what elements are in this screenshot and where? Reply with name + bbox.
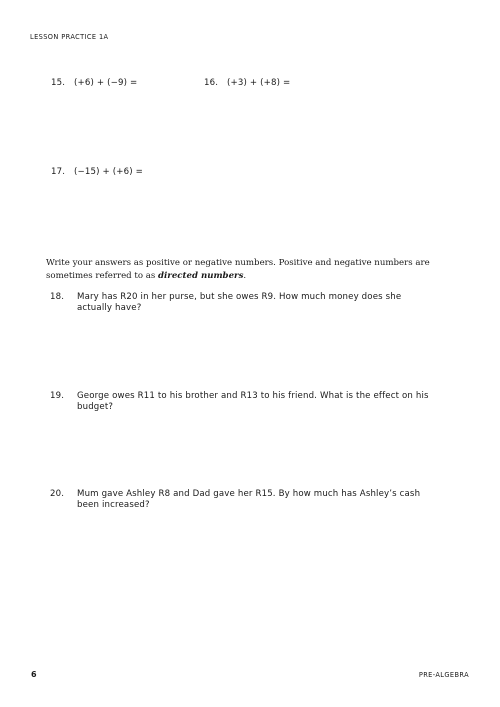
question-number: 18. [50,292,65,302]
question-20 [50,489,430,511]
problem-expression: (+3) + (+8) = [227,78,291,88]
question-text: Mum gave Ashley R8 and Dad gave her R15. By how much has Ashley’s cash been increased? [77,489,421,510]
question-19 [50,391,430,413]
problem-number: 15. [51,78,66,88]
instructions-end: . [243,270,247,281]
question-text: George owes R11 to his brother and R13 to his friend. What is the effect on his budget? [77,391,429,412]
problem-16 [204,78,290,89]
question-number: 19. [50,391,65,401]
section-header: LESSON PRACTICE 1A [30,33,109,41]
problem-17 [51,167,143,178]
instructions-emphasis: directed numbers [158,270,244,281]
instructions-paragraph [46,257,466,282]
question-18 [50,292,430,314]
page-number: 6 [31,670,37,679]
instructions-text: Write your answers as positive or negative numbers. Positive and negative numbers are sometimes referred to as [46,258,430,281]
question-number: 20. [50,489,65,499]
problem-15 [51,78,137,89]
problem-number: 17. [51,167,66,177]
question-text: Mary has R20 in her purse, but she owes R9. How much money does she actually have? [77,292,402,313]
problem-number: 16. [204,78,219,88]
problem-expression: (+6) + (−9) = [74,78,138,88]
problem-expression: (−15) + (+6) = [74,167,143,177]
book-title: PRE-ALGEBRA [418,671,469,679]
